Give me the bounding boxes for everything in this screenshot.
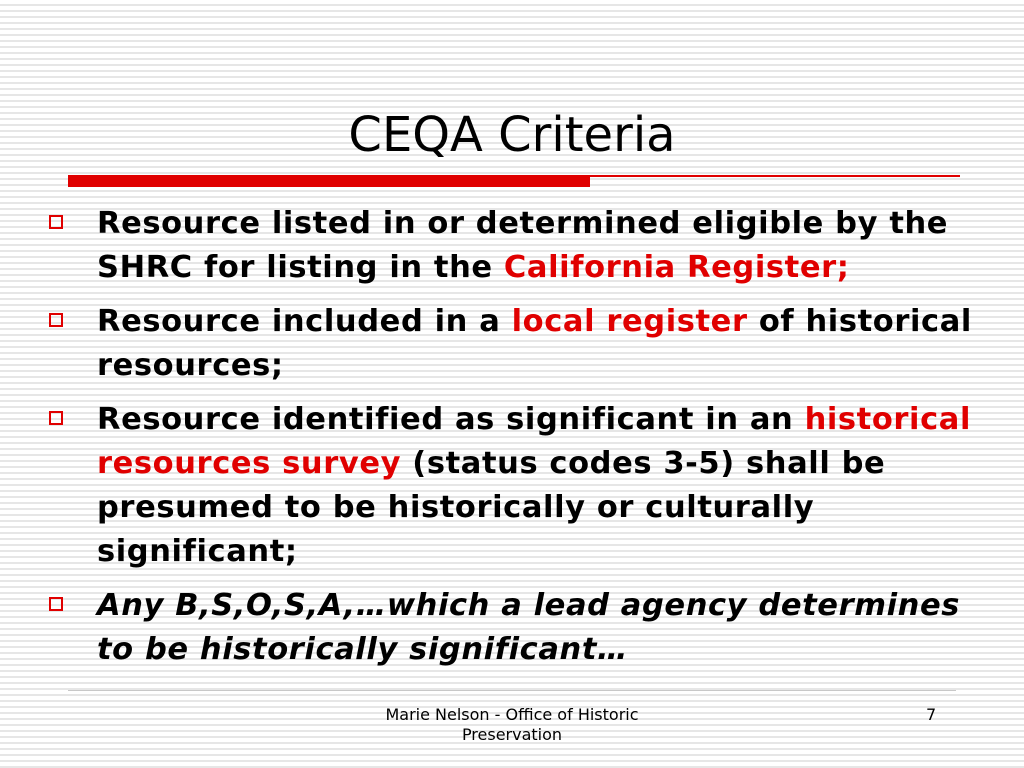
bullet-text: (status codes 3-5) shall be presumed to be historically or culturally significant;	[97, 446, 886, 569]
bullet-text: Resource identified as significant in an	[97, 402, 805, 437]
bullet-item-lead-agency	[45, 584, 995, 672]
bullet-text: of historical resources;	[97, 304, 972, 383]
hollow-square-bullet-icon	[49, 411, 63, 425]
slide-title: CEQA Criteria	[348, 107, 676, 163]
bullet-item-local-register	[45, 300, 995, 388]
bullet-item-historical-survey	[45, 398, 995, 574]
hollow-square-bullet-icon	[49, 597, 63, 611]
footer-divider	[68, 690, 956, 691]
hollow-square-bullet-icon	[49, 313, 63, 327]
hollow-square-bullet-icon	[49, 215, 63, 229]
bullet-text: Resource included in a	[97, 304, 512, 339]
bullet-list	[45, 202, 995, 682]
page-number: 7	[926, 705, 937, 724]
bullet-text: Any B,S,O,S,A,…which a lead agency determines to be historically significant…	[97, 588, 960, 667]
bullet-highlight-local-register: local register	[511, 304, 748, 339]
footer-credit: Marie Nelson - Office of Historic Preservation	[385, 705, 639, 744]
bullet-highlight-california-register: California Register;	[503, 250, 850, 285]
bullet-text: Resource listed in or determined eligible by the SHRC for listing in the	[97, 206, 949, 285]
title-underline-thin	[590, 175, 960, 177]
bullet-highlight-historical-survey: historical resources survey	[97, 402, 972, 481]
title-underline-thick	[68, 175, 590, 187]
bullet-item-california-register	[45, 202, 995, 290]
